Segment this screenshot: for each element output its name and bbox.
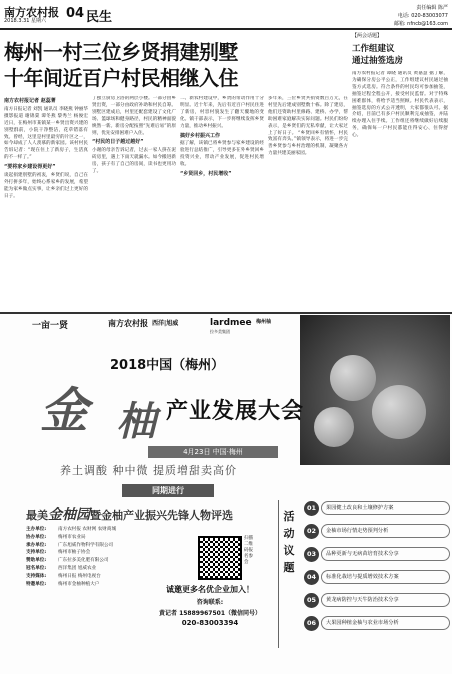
topic-item [304,567,450,587]
organizer-name: 南方农村报 农财网 农财商城 [58,527,117,532]
vote-event-title [26,504,233,524]
vote-suffix: 暨金柚产业振兴先锋人物评选 [90,509,233,522]
sponsor-logo-3: 西洋|旭威 [152,320,179,327]
date-banner: 4月23日 中国·梅州 [148,446,278,458]
phone-line: 电话: 020-83003077 [397,13,448,19]
qr-code-label: 扫描二维码报名参会 [244,536,253,565]
conference-title: 产业发展大会 [166,399,305,424]
editor-line: 责任编辑 陈严 [416,5,448,11]
join-invitation: 诚邀更多名优企业加入！ [166,585,254,594]
sponsor-logo-4-tagline: 拉多美集团 [210,329,230,334]
section-number: 04 [66,6,85,21]
sponsor-logo-1: 一亩一贤 [32,321,69,331]
sponsor-logo-5: 梅州柚 [256,319,272,325]
byline: 南方农村报记者 赵蕊菁 [4,98,56,104]
organizer-row [26,542,186,550]
organizer-name: 西洋集团 旭威农业 [58,565,97,571]
contact-name: 黄记者 15889967501（微信同号） [158,610,261,617]
article-column-4 [268,96,348,306]
topic-item [304,590,450,610]
article-subhead: “村民的日子越过越好” [92,139,144,146]
sponsor-logo-2: 南方农村报 [108,319,148,328]
sidebar-title-line2: 通过抽签选房 [352,56,404,66]
organizer-row [26,549,186,557]
topic-item [304,498,450,518]
topic-number: 02 [304,524,319,539]
conference-slogan: 养土调酸 种中微 提质增甜卖高价 [60,464,237,477]
topic-number: 03 [304,547,319,562]
editor-info [394,4,448,28]
organizer-name: 梅州日报 梅州电视台 [58,573,101,579]
organizer-role: 特邀单位: [26,581,47,587]
qr-code[interactable] [198,536,242,580]
article-text: 南方日报记者 刘凯 通讯员 李晓燕 钟丽华 摄影报道 谢锦棠 谭冬燕 黎秀兰 杨俊宏 近日，在梅州市某镇某一乡贤出资兴建的别墅群前，小院干净整洁，花草错落有致。曾经，这里是村里最穷的片区之一，如今却成了人人羡慕的新家园。该村村民告诉记者：“现在住上了新房子，生活真的不一样了。” [4,106,88,161]
organizer-name: 梅州市金柚种植大户 [58,581,100,587]
organizer-list [26,526,186,588]
vote-gold-text: 金柚园 [48,507,90,523]
topic-text: 大果园种植金柚与农业市场分析 [321,616,450,630]
sidebar-title-line1: 工作组建议 [352,44,395,54]
headline-line1: 梅州一村三位乡贤捐建别墅 [4,40,238,64]
article-text: “乡贤回乡有情怀，村民致富有奔头。”镇领导表示，将进一步完善乡贤参与乡村治理的机制，凝聚各方力量共建美丽家园。 [268,130,348,157]
organizer-role: 支持单位: [26,550,47,556]
headline-line2: 十年间近百户村民相继入住 [4,66,238,90]
topic-number: 06 [304,616,319,631]
article-column-1 [4,96,88,306]
organizer-role: 主办单位: [26,527,47,532]
concurrent-event-label: 同期进行 [122,484,214,497]
topic-text: 果园健土改良和土壤修护方案 [321,501,450,515]
organizer-role: 支持媒体: [26,573,47,579]
topic-item [304,544,450,564]
organizer-row [26,573,186,581]
vote-prefix: 最美 [26,509,48,522]
sidebar-article [352,32,448,312]
article-text: 二、新农村建设中，乡贤的带动作用十分明显。近十年来，先后有近百户村民住进了新房，村容村貌发生了翻天覆地的变化。镇干部表示，下一步将继续发挥乡贤力量，推动乡村振兴。 [180,96,264,129]
topic-item [304,521,450,541]
page-header [0,0,452,30]
organizer-row [26,534,186,542]
sponsor-logo-bar [4,316,304,338]
sidebar-body: 南方农村报记者 谭晓 通讯员 黄嘉慧 据了解，为确保分房公平公正，工作组建议村民通过抽签方式选房。符合条件的村民均可参加抽签，抽签过程全程公开，接受村民监督。对于特殊困难群体，将给予适当照顾。村民代表表示，抽签选房的方式公开透明，大家都很认可。据介绍，目前已有多户村民顺利完成抽签，并陆续办理入住手续。工作组还将继续做好后续服务，确保每一户村民都能住得安心、住得舒心。 [352,71,448,139]
pomelo-photo [300,315,450,465]
pomelo-fruit [372,385,426,439]
pomelo-fruit [330,355,376,401]
article-text: 小谢的母亲告诉记者，过去一家人挤在泥砖房里，遇上下雨天就漏水。如今搬进新房，孩子有了自己的房间，读书也更用功了。 [92,148,176,175]
article-subhead: “乡贤回乡，村民增收” [180,171,232,178]
organizer-role: 协办单位: [26,534,47,540]
organizer-name: 广东拉多美化肥有限公司 [58,558,109,564]
contact-block [150,584,270,627]
organizer-role: 冠名单位: [26,565,47,571]
article-text: 谈起捐建别墅的初衷，乡贤们说，自己在外打拼多年，始终心系家乡的发展，希望能为家乡做点实事，让乡亲们过上更好的日子。 [4,173,88,199]
pomelo-fruit [314,407,354,447]
topics-list [304,498,450,636]
sidebar-tag: 【两会话题】 [352,33,383,39]
article-subhead: 搞好乡村振兴工作 [180,132,221,139]
contact-label: 咨询联系: [196,599,224,606]
organizer-name: 梅州市农业局 [58,534,86,540]
calligraphy-jin: 金 [40,383,89,439]
sponsor-logo-4: lardmee [210,318,252,328]
topic-item [304,613,450,633]
article-subhead: “要将家乡建设得更好” [4,164,56,171]
masthead: 南方农村报 [4,6,59,19]
article-column-2 [92,96,176,306]
organizer-role: 承办单位: [26,542,47,548]
organizer-name: 梅州市柚子协会 [58,550,91,556]
article-text: 多年来，三位乡贤共捐资数百万元，在村里先后建成别墅数十栋。除了建房，他们还资助村里修路、建桥、办学，帮助困难家庭解决实际问题。村民们纷纷表示，是乡贤们的无私奉献，让大家过上了好日子。 [268,96,348,136]
topics-label: 活动议题 [283,510,295,574]
conference-year-title: 2018中国（梅州） [110,358,225,373]
topic-text: 黄龙病防控与天牛防治技术分享 [321,593,450,607]
organizer-row [26,526,186,534]
topic-text: 标准化栽培与提质增效技术方案 [321,570,450,584]
organizer-name: 广东旭威作物科学有限公司 [58,542,114,548]
topic-number: 05 [304,593,319,608]
article-text: 了独立厨房卫浴的两层小楼。一部分由乡贤出资，一部分由政府补助和村民自筹。别墅区建成后，村里还配套建设了文化广场、篮球场和健身路径，村民的精神面貌焕然一新。新房分配按照“先难后易”的原则，优先安排困难户入住。 [92,96,176,136]
organizer-row [26,557,186,565]
topic-text: 品种更新与无病苗培育技术分享 [321,547,450,561]
issue-date: 2018.3.31 星期六 [4,18,47,24]
contact-phone: 020-83003394 [181,619,239,627]
calligraphy-you: 柚 [116,398,156,445]
article-column-3 [180,96,264,306]
email-line: 邮箱: nfncb@163.com [393,21,448,27]
article-text: 据了解，该镇已将乡贤参与家乡建设的经验进行总结推广，引导更多在外乡贤回乡投资兴业，带动产业发展，促进村民增收。 [180,141,264,168]
section-name: 民生 [86,10,113,25]
organizer-role: 赞助单位: [26,558,47,564]
topic-number: 04 [304,570,319,585]
topic-number: 01 [304,501,319,516]
organizer-row [26,565,186,573]
topic-text: 金柚市场行情走势预判分析 [321,524,450,538]
